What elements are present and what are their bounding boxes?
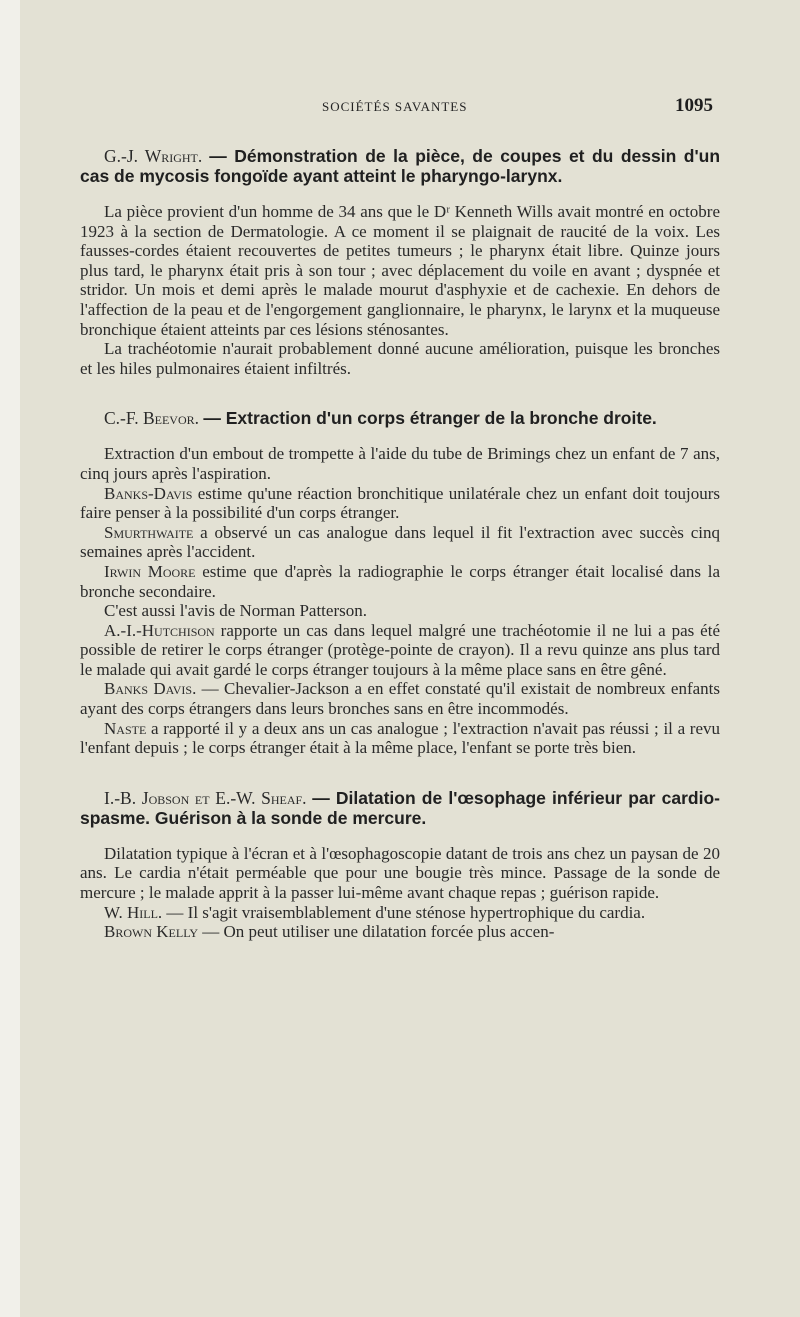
paragraph <box>80 562 720 601</box>
paragraph: Extraction d'un embout de trompette à l'aide du tube de Brimings chez un enfant de 7 ans, cinq jours après l'aspiration. <box>80 444 720 483</box>
author-name: G.-J. Wright. <box>104 146 203 166</box>
paragraph-text: — Il s'agit vraisemblablement d'une sténose hypertrophique du cardia. <box>162 902 646 922</box>
paragraph-text: a observé un cas analogue dans lequel il fit l'extraction avec succès cinq semaines après l'accident. <box>80 522 720 562</box>
paragraph <box>80 484 720 523</box>
paragraph <box>80 903 720 923</box>
section-heading <box>80 408 720 428</box>
paragraph-text: rapporte un cas dans lequel malgré une trachéotomie il ne lui a pas été possible de retirer le corps étranger (protège-pointe de crayon). Il a revu quinze ans plus tard le malade qui avait gardé le corps étranger toujours à la même place sans en être gêné. <box>80 620 720 679</box>
running-title: SOCIÉTÉS SAVANTES <box>322 99 468 114</box>
section-heading <box>80 788 720 828</box>
paragraph-text: estime que d'après la radiographie le corps étranger était localisé dans la bronche secondaire. <box>80 561 720 601</box>
paragraph <box>80 922 720 942</box>
speaker-name: W. Hill. <box>104 902 163 922</box>
page-header <box>0 95 800 119</box>
speaker-name: Brown Kelly <box>104 922 198 942</box>
paragraph-text: — On peut utiliser une dilatation forcée plus accen- <box>197 922 555 942</box>
paragraph-text: estime qu'une réaction bronchitique unilatérale chez un enfant doit toujours faire penser à la possibilité d'un corps étranger. <box>80 483 720 523</box>
speaker-name: Naste <box>104 718 147 738</box>
paragraph <box>80 679 720 718</box>
paragraph: La trachéotomie n'aurait probablement donné aucune amélioration, puisque les bronches et les hiles pulmonaires étaient infiltrés. <box>80 339 720 378</box>
paragraph <box>80 621 720 680</box>
page-number: 1095 <box>675 95 713 116</box>
speaker-name: Smurthwaite <box>104 522 194 542</box>
paragraph: C'est aussi l'avis de Norman Patterson. <box>104 601 367 621</box>
section-heading <box>80 146 720 186</box>
paragraph-text: — Chevalier-Jackson a en effet constaté qu'il existait de nombreux enfants ayant des corps étrangers dans leurs bronches sans en être incommodés. <box>80 679 720 719</box>
page-left-margin <box>0 0 20 1317</box>
article-body <box>80 146 720 942</box>
paragraph: Dilatation typique à l'écran et à l'œsophagoscopie datant de trois ans chez un paysan de 20 ans. Le cardia n'était perméable que pour une bougie très mince. Passage de la sonde de mercure ; le malade apprit à la passer lui-même avant chaque repas ; guérison rapide. <box>80 843 720 903</box>
speaker-name: Banks-Davis <box>104 483 193 503</box>
section-title: — Dilatation de l'œsophage inférieur par cardio-spasme. Guérison à la sonde de mercure. <box>80 787 720 828</box>
author-name: C.-F. Beevor. <box>104 408 199 429</box>
section-title: — Extraction d'un corps étranger de la bronche droite. <box>203 408 657 429</box>
speaker-name: A.-I.-Hutchison <box>104 620 215 640</box>
paragraph <box>80 719 720 758</box>
paragraph <box>80 523 720 562</box>
speaker-name: Banks Davis. <box>104 679 197 699</box>
section-title: — Démonstration de la pièce, de coupes et du dessin d'un cas de mycosis fongoïde ayant atteint le pharyngo-larynx. <box>80 146 721 186</box>
author-name: I.-B. Jobson et E.-W. Sheaf. <box>104 787 307 808</box>
paragraph: La pièce provient d'un homme de 34 ans que le Dʳ Kenneth Wills avait montré en octobre 1923 à la section de Dermatologie. A ce moment il se plaignait de raucité de la voix. Les fausses-cordes étaient recouvertes de petites tumeurs ; le pharynx était libre. Quinze jours plus tard, le pharynx était pris à son tour ; avec déplacement du voile en avant ; dyspnée et stridor. Un mois et demi après le malade mourut d'asphyxie et de cachexie. En dehors de l'affection de la peau et de l'engorgement ganglionnaire, le pharynx, le larynx et la muqueuse bronchique étaient atteints par ces lésions sténosantes. <box>80 202 720 339</box>
speaker-name: Irwin Moore <box>104 561 196 581</box>
paragraph-text: a rapporté il y a deux ans un cas analogue ; l'extraction n'avait pas réussi ; il a revu l'enfant depuis ; le corps étranger était à la même place, l'enfant se porte très bien. <box>80 718 720 758</box>
